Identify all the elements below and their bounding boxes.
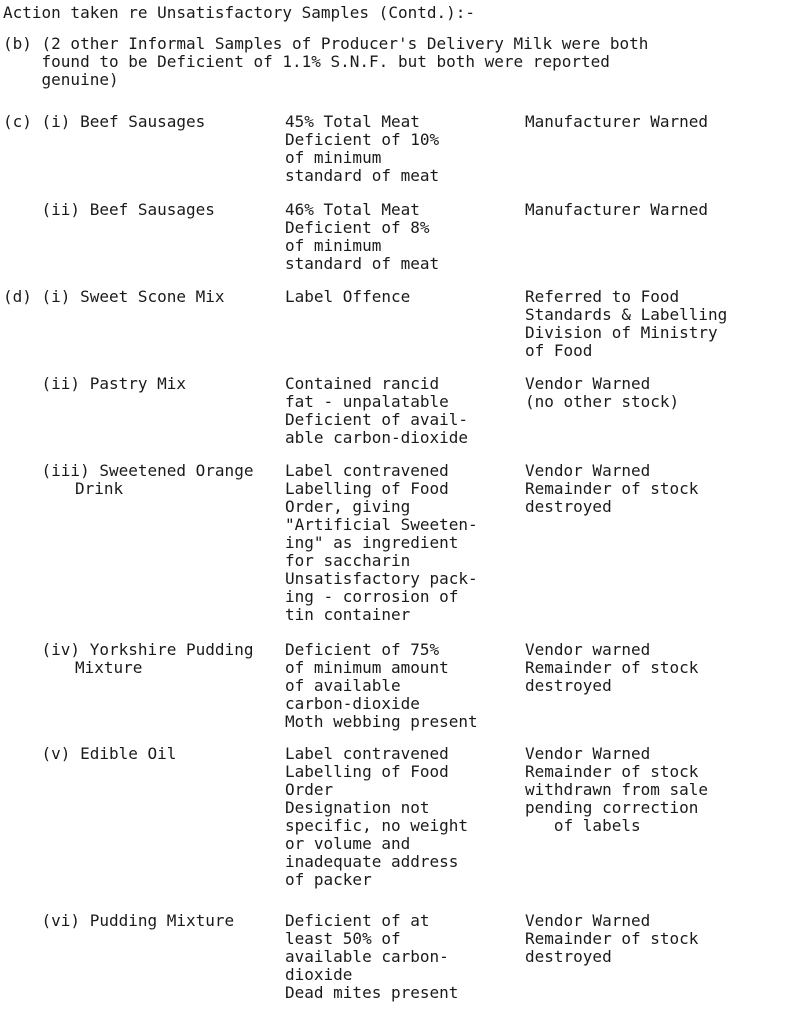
sample-label: (ii) Pastry Mix — [3, 374, 187, 393]
intro-line: found to be Deficient of 1.1% S.N.F. but both were reported — [3, 52, 610, 71]
sample-action: Vendor Warned Remainder of stock destroyed — [525, 911, 699, 966]
sample-label: (iv) Yorkshire Pudding Mixture — [3, 640, 254, 677]
intro-line: (b) (2 other Informal Samples of Producer's Delivery Milk were both — [3, 34, 649, 53]
sample-finding: Label contravened Labelling of Food Order, giving "Artificial Sweeten- ing" as ingredient for saccharin Unsatisfactory pack- ing - corrosion of tin container — [285, 461, 478, 624]
sample-finding: Deficient of 75% of minimum amount of available carbon-dioxide Moth webbing present — [285, 640, 478, 731]
sample-finding: Contained rancid fat - unpalatable Deficient of avail- able carbon-dioxide — [285, 374, 469, 447]
sample-label: (d) (i) Sweet Scone Mix — [3, 287, 225, 306]
intro-paragraph — [3, 35, 763, 89]
intro-line: genuine) — [3, 70, 119, 89]
sample-finding: 46% Total Meat Deficient of 8% of minimum standard of meat — [285, 200, 440, 273]
sample-label: (c) (i) Beef Sausages — [3, 112, 206, 131]
sample-finding: Label contravened Labelling of Food Order Designation not specific, no weight or volume and inadequate address of packer — [285, 744, 469, 889]
sample-finding: Deficient of at least 50% of available carbon- dioxide Dead mites present — [285, 911, 459, 1002]
sample-label: (v) Edible Oil — [3, 744, 177, 763]
sample-action: Referred to Food Standards & Labelling Division of Ministry of Food — [525, 287, 728, 360]
sample-action: Vendor warned Remainder of stock destroyed — [525, 640, 699, 695]
sample-action: Vendor Warned Remainder of stock destroyed — [525, 461, 699, 516]
sample-action: Manufacturer Warned — [525, 200, 709, 219]
sample-finding: 45% Total Meat Deficient of 10% of minimum standard of meat — [285, 112, 440, 185]
sample-action: Vendor Warned Remainder of stock withdrawn from sale pending correction of labels — [525, 744, 709, 835]
page-heading: Action taken re Unsatisfactory Samples (Contd.):- — [3, 3, 476, 22]
sample-finding: Label Offence — [285, 287, 411, 306]
sample-action: Manufacturer Warned — [525, 112, 709, 131]
sample-label: (iii) Sweetened Orange Drink — [3, 461, 254, 498]
sample-label: (vi) Pudding Mixture — [3, 911, 235, 930]
sample-label: (ii) Beef Sausages — [3, 200, 215, 219]
sample-action: Vendor Warned (no other stock) — [525, 374, 680, 411]
